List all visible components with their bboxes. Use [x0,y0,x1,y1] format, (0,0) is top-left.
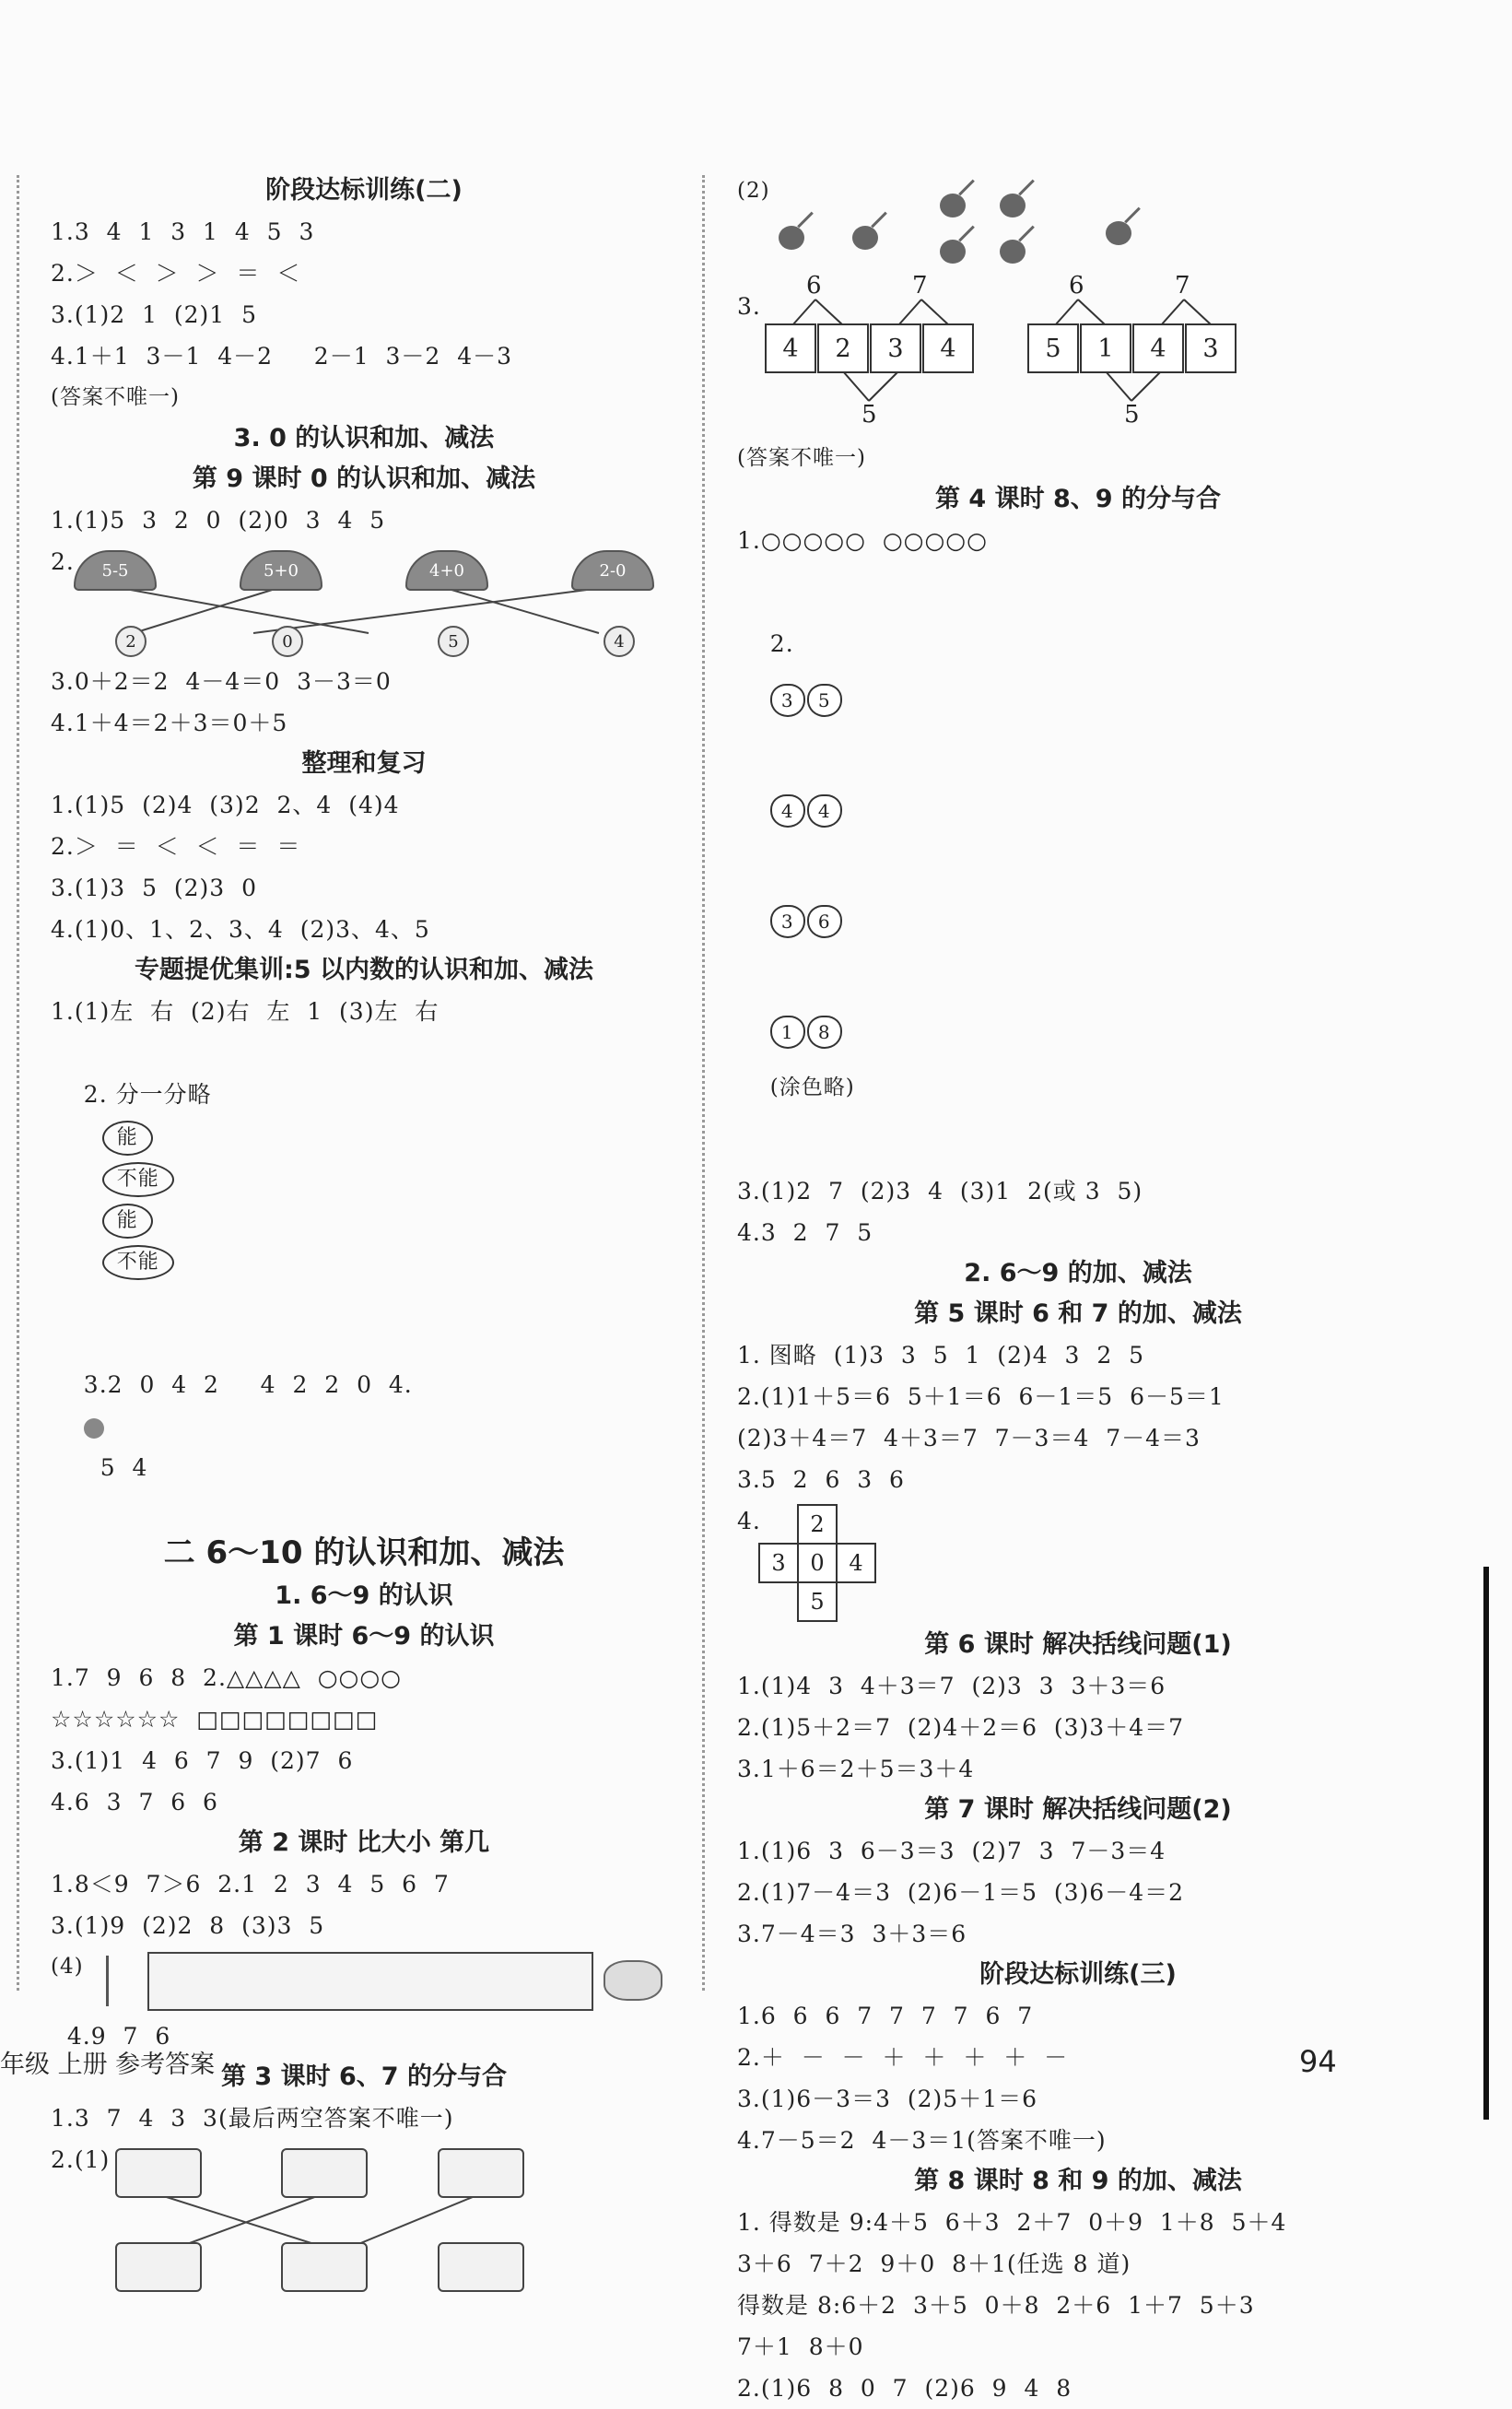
number-box: 2 [817,323,869,373]
answer-line: 1.(1)左 右 (2)右 左 1 (3)左 右 [51,998,440,1025]
section-title: 整理和复习 [301,749,427,778]
answer-line: 1.○○○○○ ○○○○○ [737,527,988,554]
answer-line: 4.9 7 6 [51,2023,171,2050]
section-title: 阶段达标训练(二) [265,176,463,205]
bird-cage-image [438,2242,524,2292]
ox-icon [604,1960,662,2001]
answer-line: 1. 得数是 9:4＋5 6＋3 2＋7 0＋9 1＋8 5＋4 [737,2209,1287,2236]
snail: 2 [115,626,147,657]
lesson-title: 第 3 课时 6、7 的分与合 [221,2062,507,2091]
oval-answer: 不能 [102,1162,174,1197]
answer-line: 2.＞ ＝ ＜ ＜ ＝ ＝ [51,833,301,860]
question-number: 2. [51,548,75,575]
number-box: 4 [1132,323,1184,373]
grid-cell: 4 [836,1543,876,1583]
signpost-icon [106,1956,146,2006]
answer-line: 4.6 3 7 6 6 [51,1789,218,1816]
answer-line [737,561,1419,1170]
tadpole-icon [1000,240,1026,264]
lesson-title: 第 7 课时 解决括线问题(2) [924,1795,1232,1824]
column-divider [702,175,705,1991]
section-title: 1. 6～9 的认识 [275,1581,453,1610]
answer-line: 1.3 4 1 3 1 4 5 3 [51,218,315,245]
answer-line [51,1032,677,1322]
tadpole-icon [779,226,804,250]
number-box: 5 [1027,323,1079,373]
lesson-title: 第 9 课时 0 的认识和加、减法 [192,464,536,493]
answer-line: 3.5 2 6 3 6 [737,1466,905,1493]
lesson-title: 第 8 课时 8 和 9 的加、减法 [914,2167,1242,2195]
oval-answer: 能 [102,1204,153,1239]
tree-bottom-number: 5 [1124,401,1140,429]
section-title: 3. 0 的认识和加、减法 [233,424,495,452]
umbrella: 5+0 [240,550,322,591]
question-number: 3. [737,293,761,320]
answer-line: 3.(1)1 4 6 7 9 (2)7 6 [51,1747,354,1774]
answer-line: 1.(1)5 3 2 0 (2)0 3 4 5 [51,507,386,534]
answer-note: (答案不唯一) [737,446,866,470]
question-number: 2.(1) [51,2146,111,2173]
answer-line: 2.(1)6 8 0 7 (2)6 9 4 8 [737,2375,1072,2402]
answer-line: 1.(1)5 (2)4 (3)2 2、4 (4)4 [51,792,400,818]
footer-book-title: 年级 上册 参考答案 [0,2051,216,2079]
apple-icon: 6 [807,905,842,938]
lesson-title: 第 4 课时 8、9 的分与合 [935,485,1221,513]
left-margin-divider [17,175,19,1991]
oval-answer: 能 [102,1121,153,1156]
grid-cell: 0 [797,1543,838,1583]
snail: 4 [604,626,635,657]
answer-line: 4.1＋1 3－1 4－2 2－1 3－2 4－3 [51,343,513,370]
animal-row-image [147,1952,593,2011]
answer-line: 3.(1)2 1 (2)1 5 [51,301,257,328]
number-box: 3 [1185,323,1237,373]
grid-cell: 2 [797,1504,838,1545]
answer-line: 2.＋ － － ＋ ＋ ＋ ＋ － [737,2044,1069,2071]
answer-line: 2.＞ ＜ ＞ ＞ ＝ ＜ [51,260,301,287]
answer-line: 3.(1)3 5 (2)3 0 [51,875,257,901]
answer-line: 3.0＋2＝2 4－4＝0 3－3＝0 [51,668,392,695]
apple-icon: 3 [770,684,805,717]
umbrella: 5-5 [74,550,157,591]
animal-queue-diagram [51,1946,677,2015]
section-title: 2. 6～9 的加、减法 [964,1259,1192,1287]
answer-line: 3.1＋6＝2＋5＝3＋4 [737,1756,975,1782]
umbrella: 4+0 [405,550,488,591]
grid-cell: 3 [758,1543,799,1583]
answer-line: 1.8＜9 7＞6 2.1 2 3 4 5 6 7 [51,1871,450,1898]
answer-line: 4.7－5＝2 4－3＝1(答案不唯一) [737,2127,1107,2154]
page-edge-line [1483,1567,1489,2120]
answer-line: 1.(1)4 3 4＋3＝7 (2)3 3 3＋3＝6 [737,1673,1166,1699]
answer-text: 2. 分一分略 [83,1081,212,1108]
answer-line: 1.6 6 6 7 7 7 7 6 7 [737,2003,1034,2029]
apple-icon: 8 [807,1016,842,1049]
cross-grid-diagram [737,1500,1419,1625]
answer-line: 3.(1)2 7 (2)3 4 (3)1 2(或 3 5) [737,1178,1143,1204]
answer-line: 2.(1)7－4＝3 (2)6－1＝5 (3)6－4＝2 [737,1879,1185,1906]
answer-line: 3＋6 7＋2 9＋0 8＋1(任选 8 道) [737,2250,1131,2277]
apple-icon: 1 [770,1016,805,1049]
umbrella: 2-0 [571,550,654,591]
answer-line: 2.(1)5＋2＝7 (2)4＋2＝6 (3)3＋4＝7 [737,1714,1185,1741]
apple-icon: 5 [807,684,842,717]
left-column [51,170,677,2296]
oval-answer: 不能 [102,1245,174,1280]
answer-line: 1. 图略 (1)3 3 5 1 (2)4 3 2 5 [737,1342,1145,1369]
bird-cage-image [281,2148,368,2198]
answer-note: (答案不唯一) [51,385,180,409]
tadpole-icon [852,226,878,250]
page-number: 94 [1299,2044,1337,2079]
lesson-title: 第 1 课时 6～9 的认识 [233,1622,495,1651]
lesson-title: 第 5 课时 6 和 7 的加、减法 [914,1299,1242,1328]
tree-top-number: 6 [806,272,822,300]
answer-line: 1.7 9 6 8 2.△△△△ ○○○○ [51,1664,402,1691]
answer-line: 7＋1 8＋0 [737,2333,864,2360]
tadpole-icon [1106,221,1131,245]
number-tree-diagram [737,272,1419,438]
bird-cage-image [438,2148,524,2198]
section-title: 阶段达标训练(三) [979,1960,1177,1989]
tadpole-diagram [737,170,1419,272]
grid-cell: 5 [797,1581,838,1622]
answer-line: 得数是 8:6＋2 3＋5 0＋8 2＋6 1＋7 5＋3 [737,2292,1255,2319]
question-number: (4) [51,1955,84,1979]
number-box: 1 [1080,323,1131,373]
answer-text: 3.2 0 4 2 4 2 2 0 4. [83,1371,413,1398]
snail: 5 [438,626,469,657]
bird-cage-diagram [51,2139,677,2296]
tree-top-number: 6 [1069,272,1084,300]
shaded-circle-icon [84,1418,104,1439]
tadpole-icon [940,240,966,264]
snail: 0 [272,626,303,657]
apple-icon: 4 [770,794,805,828]
bird-cage-image [115,2242,202,2292]
answer-line: 2.(1)1＋5＝6 5＋1＝6 6－1＝5 6－5＝1 [737,1383,1225,1410]
apple-icon: 4 [807,794,842,828]
lesson-title: 第 2 课时 比大小 第几 [238,1828,490,1857]
bird-cage-image [115,2148,202,2198]
tadpole-icon [940,194,966,217]
apple-icon: 3 [770,905,805,938]
number-box: 4 [922,323,974,373]
answer-line: 4.(1)0、1、2、3、4 (2)3、4、5 [51,916,430,943]
bird-cage-image [281,2242,368,2292]
answer-line: (2)3＋4＝7 4＋3＝7 7－3＝4 7－4＝3 [737,1425,1201,1451]
chapter-title: 二 6～10 的认识和加、减法 [163,1534,565,1571]
tree-top-number: 7 [912,272,928,300]
answer-line: 4.1＋4＝2＋3＝0＋5 [51,710,288,736]
answer-line [51,1322,677,1530]
answer-note: (涂色略) [769,1075,855,1099]
answer-line: ☆☆☆☆☆☆ □□□□□□□□ [51,1706,379,1733]
answer-line: 4.3 2 7 5 [737,1219,873,1246]
answer-line: 3.7－4＝3 3＋3＝6 [737,1921,967,1947]
number-box: 3 [870,323,921,373]
number-box: 4 [765,323,816,373]
answer-line: 3.(1)9 (2)2 8 (3)3 5 [51,1912,325,1939]
lesson-title: 第 6 课时 解决括线问题(1) [924,1630,1232,1659]
tadpole-icon [1000,194,1026,217]
tree-top-number: 7 [1175,272,1190,300]
tree-bottom-number: 5 [861,401,877,429]
question-number: 4. [737,1508,761,1534]
answer-line: 1.(1)6 3 6－3＝3 (2)7 3 7－3＝4 [737,1838,1166,1864]
answer-text: 2. [769,630,794,657]
answer-line: 1.3 7 4 3 3(最后两空答案不唯一) [51,2105,454,2132]
answer-text: 5 4 [83,1454,148,1481]
answer-line: 3.(1)6－3＝3 (2)5＋1＝6 [737,2086,1038,2112]
umbrella-snail-diagram [51,541,677,661]
question-number: (2) [737,179,770,203]
section-title: 专题提优集训:5 以内数的认识和加、减法 [135,956,593,984]
